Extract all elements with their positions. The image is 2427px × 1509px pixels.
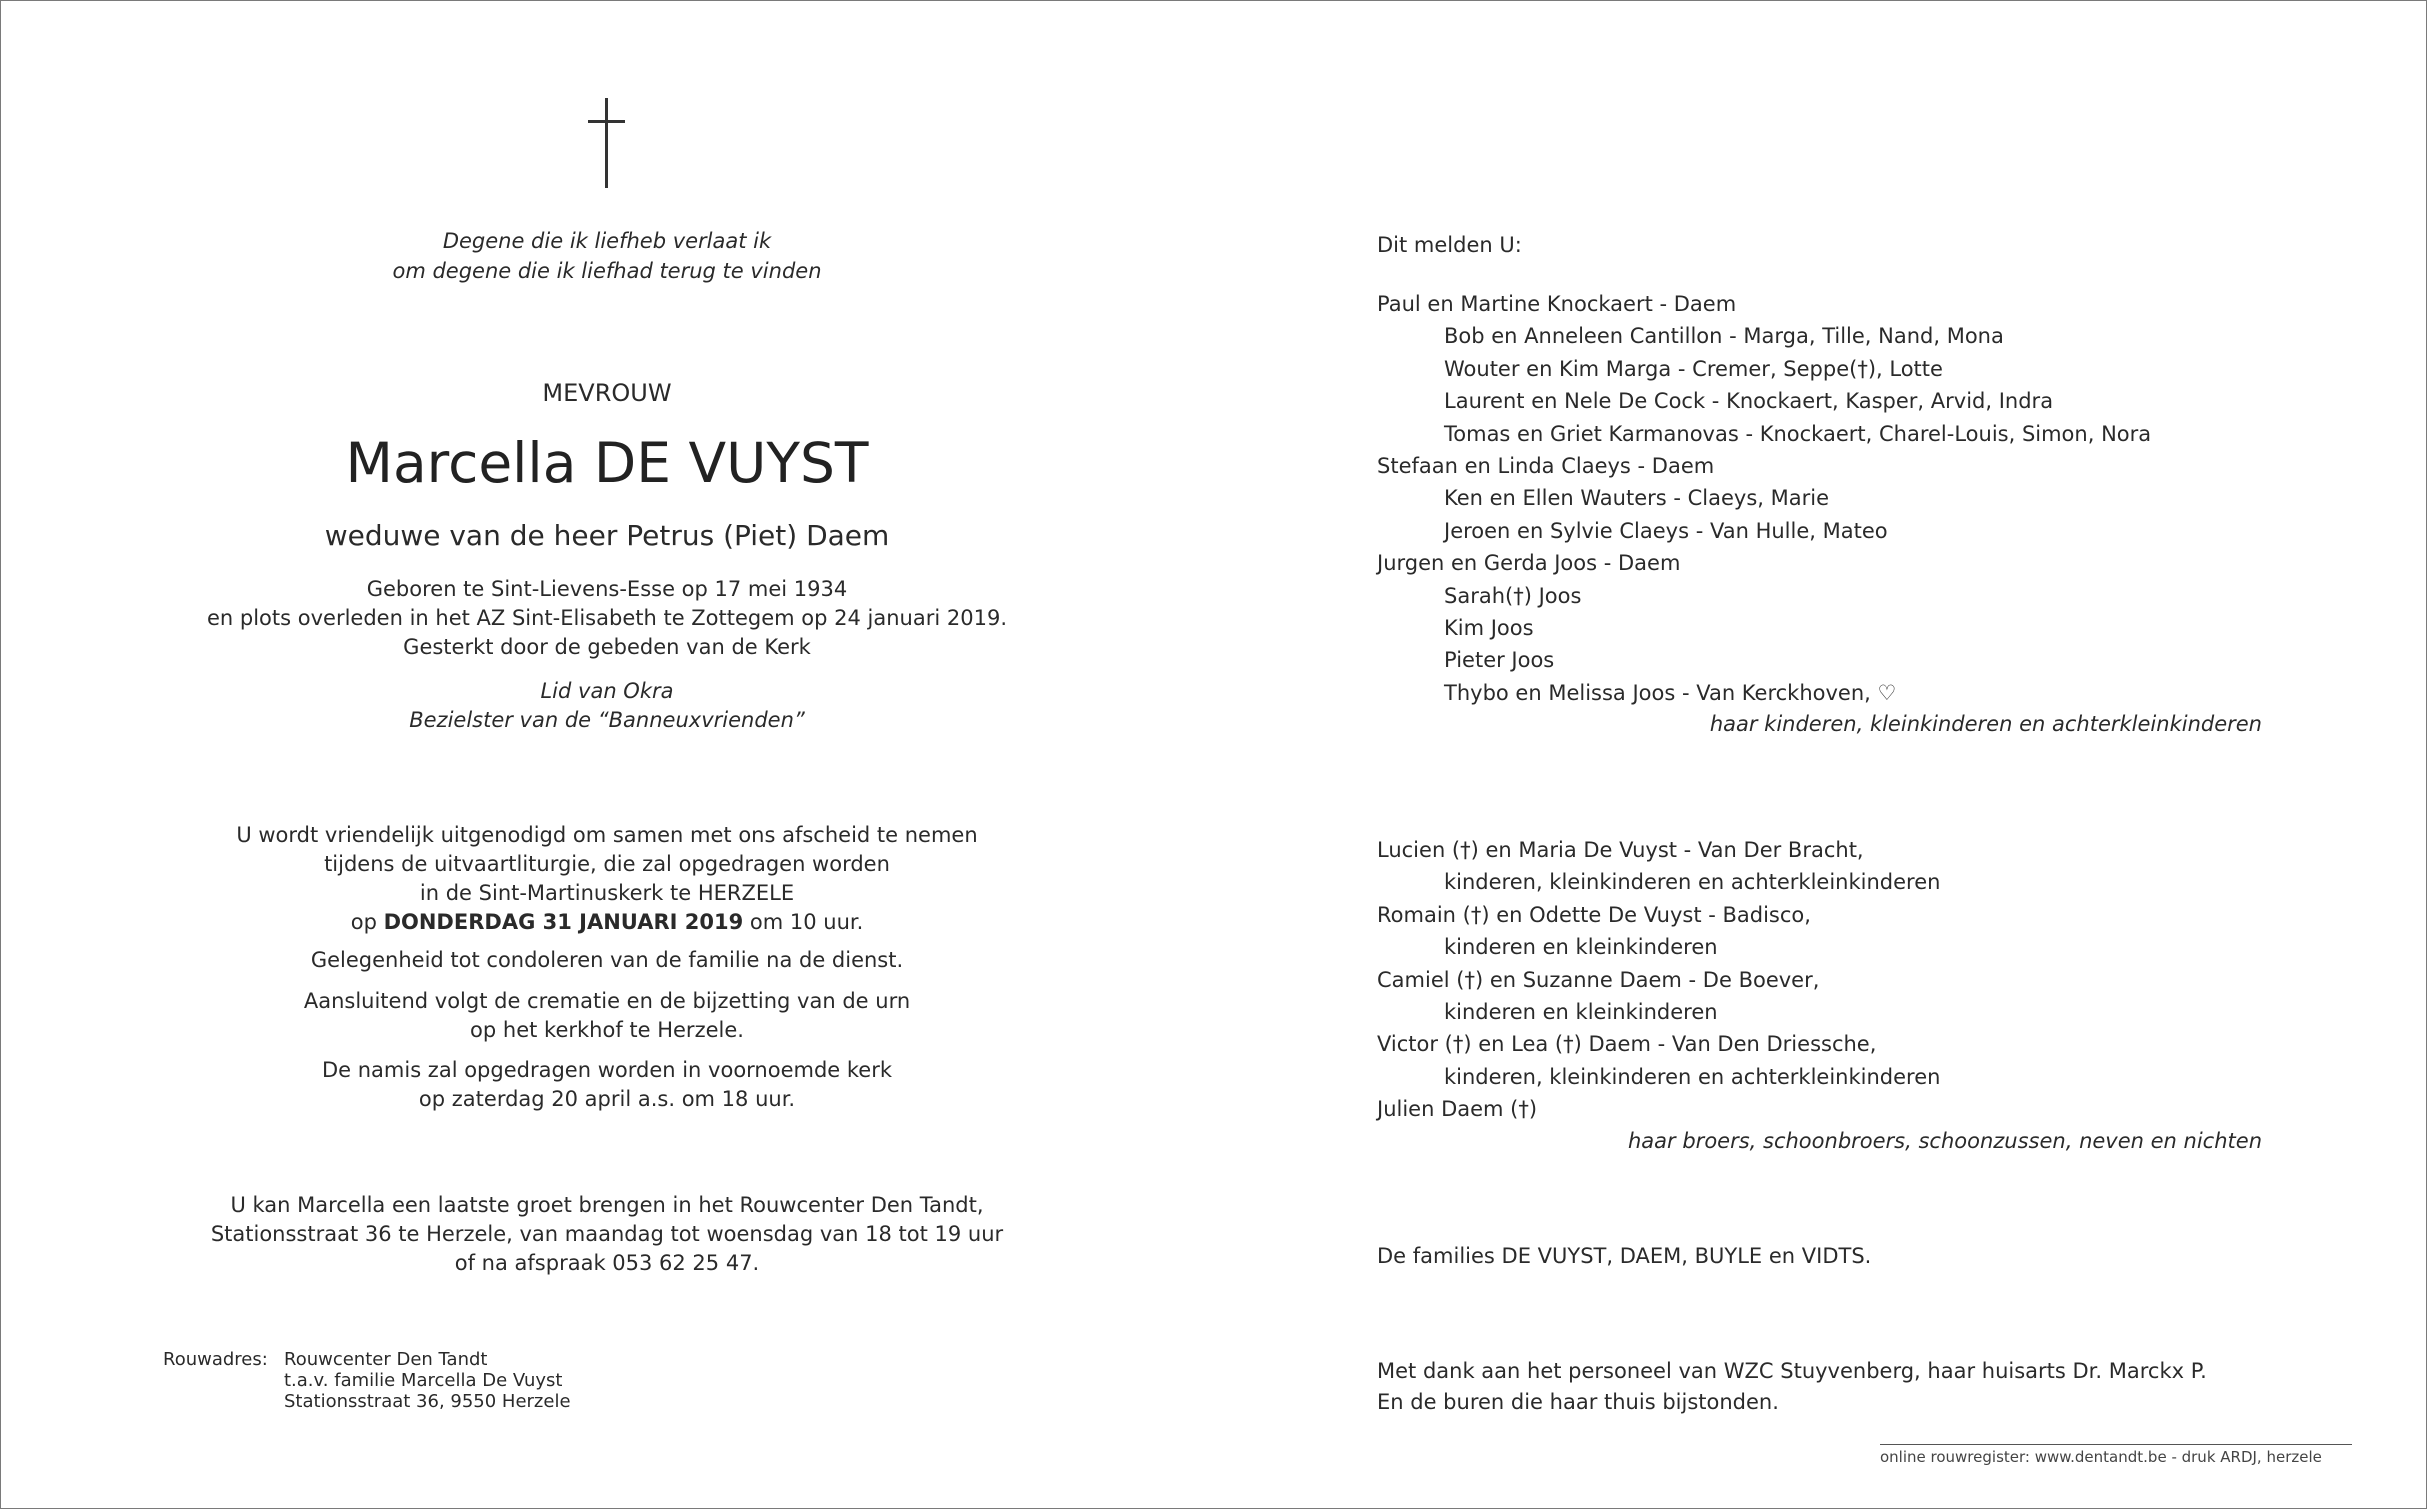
list-item: Romain (†) en Odette De Vuyst - Badisco, [1377,902,1811,927]
list-item: kinderen, kleinkinderen en achterkleinkinderen [1444,1064,1941,1089]
namis-line: De namis zal opgedragen worden in voornoemde kerk [321,1058,893,1082]
siblings-caption: haar broers, schoonbroers, schoonzussen, neven en nichten [1628,1129,2262,1153]
list-item: Jurgen en Gerda Joos - Daem [1377,551,1681,576]
birth-line: Geboren te Sint-Lievens-Esse op 17 mei 1934 [366,577,848,601]
list-item: Thybo en Melissa Joos - Van Kerckhoven, ♡ [1444,680,1897,705]
list-item: Bob en Anneleen Cantillon - Marga, Tille, Nand, Mona [1444,324,2004,349]
namis-line: op zaterdag 20 april a.s. om 18 uur. [418,1087,796,1111]
membership-line: Lid van Okra [540,679,674,703]
list-item: Ken en Ellen Wauters - Claeys, Marie [1444,486,1830,511]
visit-line: U kan Marcella een laatste groet brengen in het Rouwcenter Den Tandt, [230,1193,984,1217]
list-item: Lucien (†) en Maria De Vuyst - Van Der Bracht, [1377,838,1864,862]
visit-line: of na afspraak 053 62 25 47. [454,1251,760,1275]
quote-line: om degene die ik liefhad terug te vinden [392,259,822,283]
quote [180,226,1034,286]
funeral-date: DONDERDAG 31 JANUARI 2019 [383,910,744,934]
list-item: Julien Daem (†) [1377,1097,1538,1122]
address-line: Stationsstraat 36, 9550 Herzele [284,1391,571,1412]
list-item: Tomas en Griet Karmanovas - Knockaert, Charel-Louis, Simon, Nora [1444,421,2152,446]
visit-info [180,1191,1034,1278]
salutation: MEVROUW [542,379,672,407]
thanks-line: En de buren die haar thuis bijstonden. [1377,1390,1779,1414]
list-item: kinderen en kleinkinderen [1444,935,1718,960]
invitation-line: U wordt vriendelijk uitgenodigd om samen met ons afscheid te nemen [236,823,978,847]
families: De families DE VUYST, DAEM, BUYLE en VIDTS. [1377,1244,1872,1268]
thanks [1377,1356,2207,1418]
membership-line: Bezielster van de “Banneuxvrienden” [409,708,805,732]
children-list [1377,288,2151,709]
cremation-line: Aansluitend volgt de crematie en de bijzetting van de urn [303,989,911,1013]
cremation [180,987,1034,1045]
invitation-line: tijdens de uitvaartliturgie, die zal opgedragen worden [324,852,890,876]
quote-line: Degene die ik liefheb verlaat ik [442,229,772,253]
list-item: Stefaan en Linda Claeys - Daem [1377,454,1715,479]
address-label: Rouwadres: [163,1349,268,1370]
list-item: kinderen en kleinkinderen [1444,1000,1718,1025]
namis [180,1056,1034,1114]
list-item: Pieter Joos [1444,648,1555,673]
visit-line: Stationsstraat 36 te Herzele, van maandag tot woensdag van 18 tot 19 uur [210,1222,1004,1246]
thanks-line: Met dank aan het personeel van WZC Stuyvenberg, haar huisarts Dr. Marckx P. [1377,1359,2207,1383]
footer-divider [1880,1444,2352,1445]
invitation [180,821,1034,937]
address-line: Rouwcenter Den Tandt [284,1349,488,1370]
list-item: Jeroen en Sylvie Claeys - Van Hulle, Mateo [1444,518,1888,543]
birth-death [180,575,1034,662]
death-line: en plots overleden in het AZ Sint-Elisabeth te Zottegem op 24 januari 2019. [206,606,1007,630]
siblings-list [1377,834,1940,1126]
invitation-line: in de Sint-Martinuskerk te HERZELE [419,881,795,905]
list-item: Laurent en Nele De Cock - Knockaert, Kasper, Arvid, Indra [1444,389,2054,414]
children-caption: haar kinderen, kleinkinderen en achterkleinkinderen [1709,712,2262,736]
deceased-name: Marcella DE VUYST [345,431,869,495]
list-item: Camiel (†) en Suzanne Daem - De Boever, [1377,967,1820,992]
list-item: Wouter en Kim Marga - Cremer, Seppe(†), Lotte [1444,356,1943,381]
widow-of: weduwe van de heer Petrus (Piet) Daem [324,519,890,552]
list-item: Sarah(†) Joos [1444,583,1582,608]
announce: Dit melden U: [1377,233,1522,257]
address-line: t.a.v. familie Marcella De Vuyst [284,1370,563,1391]
footer-credit: online rouwregister: www.dentandt.be - druk ARDJ, herzele [1880,1448,2322,1466]
list-item: Paul en Martine Knockaert - Daem [1377,292,1737,316]
condolences: Gelegenheid tot condoleren van de familie na de dienst. [310,948,904,972]
cremation-line: op het kerkhof te Herzele. [470,1018,744,1042]
list-item: kinderen, kleinkinderen en achterkleinkinderen [1444,870,1941,895]
list-item: Victor (†) en Lea (†) Daem - Van Den Driessche, [1377,1032,1877,1057]
funeral-date-line: op DONDERDAG 31 JANUARI 2019 om 10 uur. [350,910,864,934]
list-item: Kim Joos [1444,616,1534,641]
sacrament-line: Gesterkt door de gebeden van de Kerk [403,635,811,659]
address-block [284,1349,571,1412]
memberships [180,677,1034,735]
